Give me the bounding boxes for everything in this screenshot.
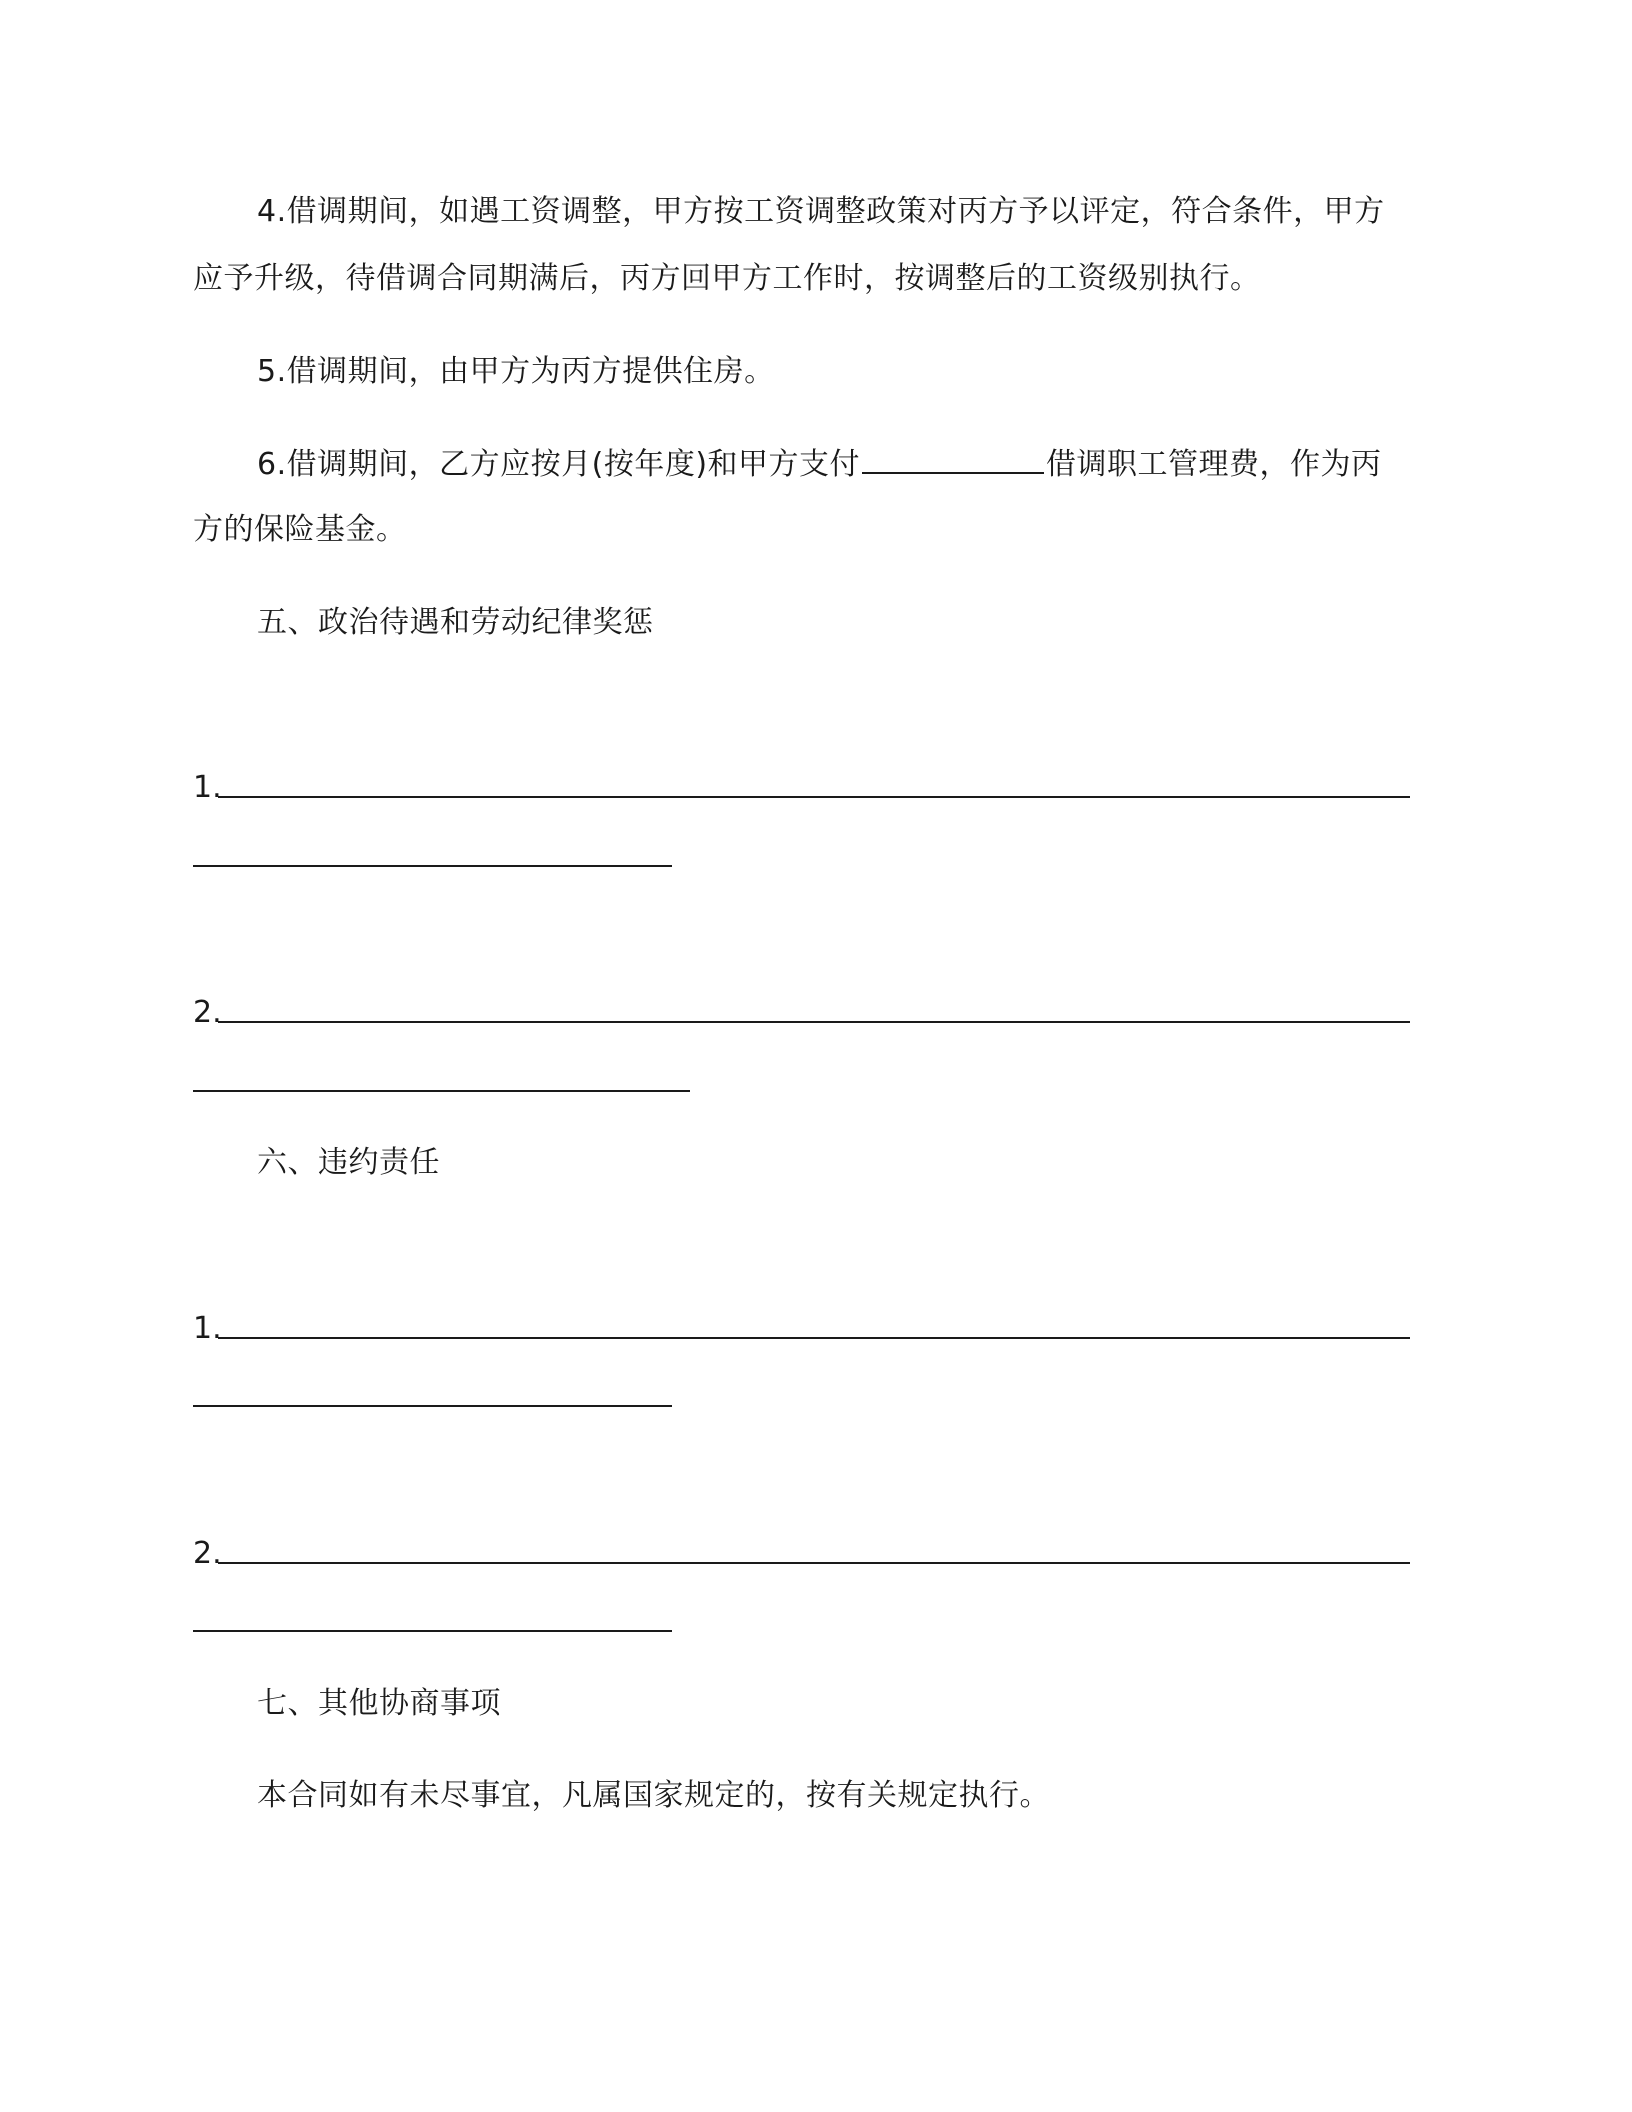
- section-6-item-1-blank-line-1[interactable]: [218, 1337, 1410, 1339]
- paragraph-6-text-before-blank: 6.借调期间，乙方应按月(按年度)和甲方支付: [257, 447, 861, 482]
- paragraph-4-line-2: 应予升级，待借调合同期满后，丙方回甲方工作时，按调整后的工资级别执行。: [193, 261, 1261, 296]
- paragraph-5: 5.借调期间，由甲方为丙方提供住房。: [257, 354, 775, 389]
- section-7-text: 本合同如有未尽事宜，凡属国家规定的，按有关规定执行。: [257, 1778, 1050, 1813]
- paragraph-6-line-2: 方的保险基金。: [193, 512, 407, 547]
- section-5-heading: 五、政治待遇和劳动纪律奖惩: [257, 605, 654, 640]
- section-6-item-1-number: 1.: [193, 1311, 222, 1346]
- section-6-item-2-number: 2.: [193, 1536, 222, 1571]
- fee-amount-blank[interactable]: [862, 444, 1044, 474]
- section-6-item-1-blank-line-2[interactable]: [193, 1405, 672, 1407]
- section-5-item-2-blank-line-2[interactable]: [193, 1090, 690, 1092]
- section-5-item-2-blank-line-1[interactable]: [218, 1021, 1410, 1023]
- paragraph-4-line-1: 4.借调期间，如遇工资调整，甲方按工资调整政策对丙方予以评定，符合条件，甲方: [257, 194, 1385, 229]
- paragraph-6-line-1: [257, 444, 1507, 485]
- section-7-heading: 七、其他协商事项: [257, 1686, 501, 1721]
- section-5-item-2-number: 2.: [193, 995, 222, 1030]
- section-5-item-1-number: 1.: [193, 770, 222, 805]
- paragraph-6-text-after-blank: 借调职工管理费，作为丙: [1046, 447, 1382, 482]
- section-6-item-2-blank-line-1[interactable]: [218, 1562, 1410, 1564]
- section-5-item-1-blank-line-1[interactable]: [218, 796, 1410, 798]
- section-6-heading: 六、违约责任: [257, 1145, 440, 1180]
- section-5-item-1-blank-line-2[interactable]: [193, 865, 672, 867]
- section-6-item-2-blank-line-2[interactable]: [193, 1630, 672, 1632]
